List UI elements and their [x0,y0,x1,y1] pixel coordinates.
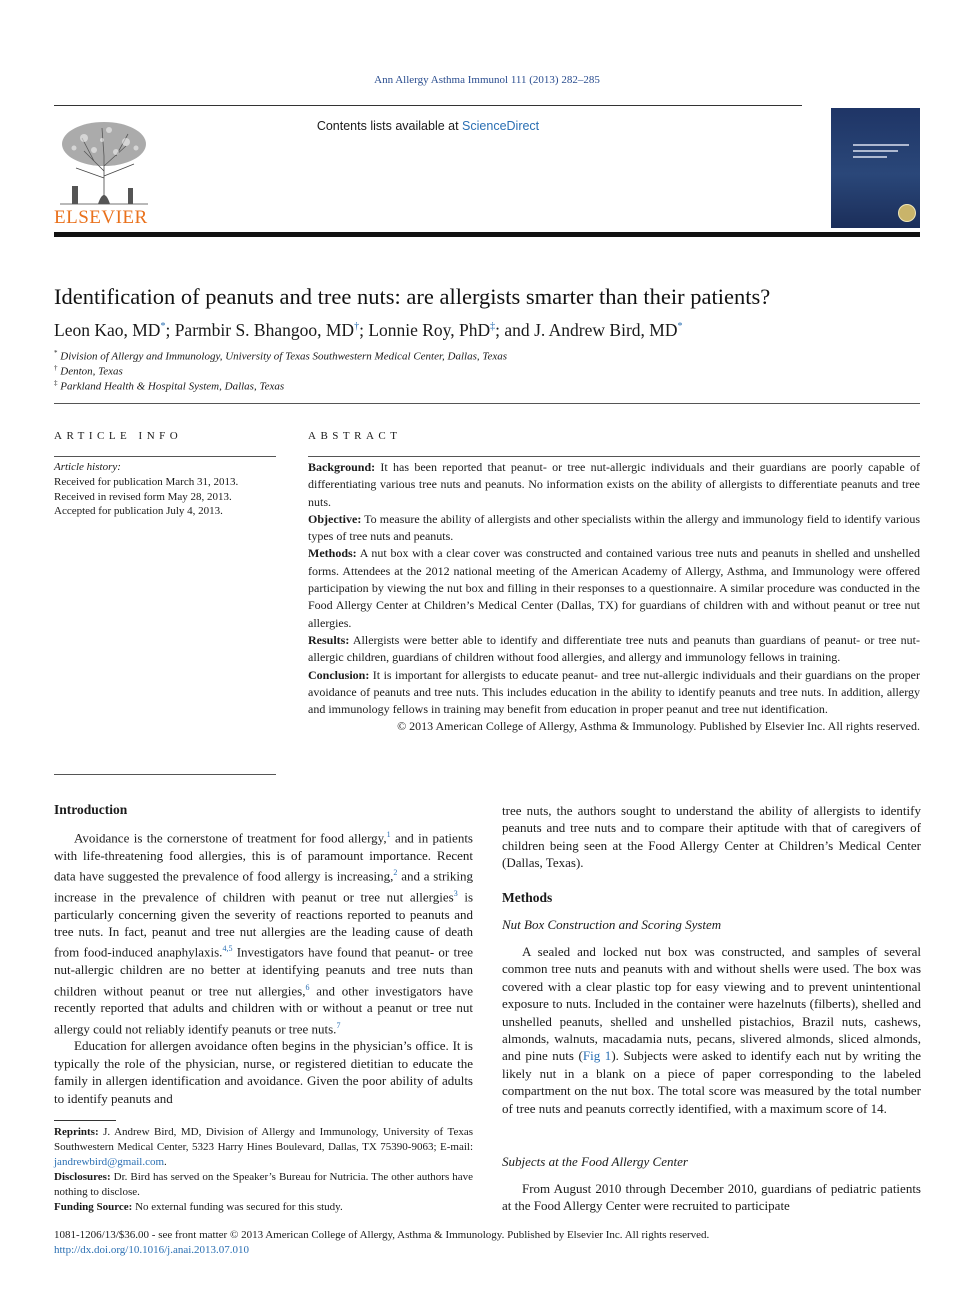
abstract-section [308,667,920,719]
intro-text: and other investigators have recently reported that adults and children with or without a peanut or tree nut allergy could not reliably identify peanuts or tree nuts. [54,982,473,1037]
intro-paragraph-1 [54,826,473,1037]
author-mark[interactable]: † [354,321,360,333]
affiliation-text: Division of Allergy and Immunology, University of Texas Southwestern Medical Center, Dallas, Texas [60,350,508,363]
article-info-rule-top [54,456,276,457]
nut-box-subheading: Nut Box Construction and Scoring System [502,917,722,932]
methods-heading: Methods [502,890,553,905]
author-separator: ; [359,320,369,340]
abstract-rule-top [308,456,920,457]
abstract-section [308,459,920,511]
abstract-heading: ABSTRACT [308,430,402,442]
intro-continuation [502,802,921,872]
methods-paragraph-1 [502,943,921,1117]
abstract-label: Conclusion: [308,667,370,682]
author-name: Parmbir S. Bhangoo, MD [174,320,355,340]
contents-prefix: Contents lists available at [316,119,463,133]
reprints-label: Reprints: [54,1126,99,1138]
abstract-section [308,632,920,667]
email-link[interactable]: jandrewbird@gmail.com [54,1156,165,1169]
author-name: Leon Kao, MD [54,320,161,340]
header-rule [54,105,802,106]
abstract-section [308,511,920,546]
footnote-rule [54,1120,116,1121]
intro-paragraph-2: Education for allergen avoidance often begins in the physician’s office. It is typically the role of the physician, nurse, or registered dietitian to educate the family in allergen identification and avoidance. Given the poor ability of adults to identify peanuts and [54,1038,473,1106]
reprints-end: . [164,1156,167,1169]
elsevier-wordmark: ELSEVIER [54,207,148,228]
author-mark[interactable]: * [160,321,166,333]
history-label: Article history: [54,461,121,473]
article-info-heading: ARTICLE INFO [54,430,183,442]
intro-text: is particularly concerning given the severity of reactions reported to peanuts and tree nuts. In fact, peanut and tree nut allergies are the leading cause of death from food-induced anaphylaxis. [54,889,474,960]
intro-text: Investigators have found that peanut- or tree nut-allergic children are no better at identifying peanuts and tree nuts than children without peanut or tree nut allergies, [54,944,473,998]
author-list [54,320,682,341]
methods-body-2 [502,1180,921,1215]
journal-reference[interactable]: Ann Allergy Asthma Immunol 111 (2013) 282–285 [374,74,600,86]
author-name: J. Andrew Bird, MD [534,320,678,340]
citation-link[interactable]: 3 [453,888,458,898]
affiliation-text: Denton, Texas [60,365,123,378]
funding-label: Funding Source: [54,1201,133,1214]
article-history [54,460,276,519]
affiliation-mark: * [54,349,58,357]
citation-link[interactable]: 6 [305,982,310,992]
sciencedirect-link[interactable]: ScienceDirect [462,119,540,133]
methods-body [502,943,921,1117]
masthead-rule [54,232,920,237]
funding-text: No external funding was secured for this study. [132,1201,343,1214]
abstract-text: It has been reported that peanut- or tree nut-allergic individuals and their guardians are poorly capable of differentiating various tree nuts and peanuts. No information exists on the ability of allergists to differentiate peanuts and tree nuts. [308,460,920,509]
abstract-label: Results: [308,632,350,647]
author-mark[interactable]: * [677,321,683,333]
affiliation-mark: ‡ [54,379,58,387]
abstract-text: Allergists were better able to identify and differentiate tree nuts and peanuts than guardians of peanut- or tree nut-allergic children, guardians of children without food allergies, and allergy and immunology fellows in training. [308,632,920,665]
citation-link[interactable]: 4,5 [222,944,233,954]
affiliation [54,379,284,393]
citation-link[interactable]: 2 [393,868,398,878]
doi-link[interactable]: http://dx.doi.org/10.1016/j.anai.2013.07.010 [54,1244,250,1256]
methods-text: ). Subjects were asked to identify each nut by writing the likely nut in a blank on a piece of paper corresponding to the labeled compartment on the nut box. The total score was measured by the total number of tree nuts and peanuts correctly identified, with a maximum score of 14. [502,1048,921,1116]
figure-link[interactable]: Fig 1 [582,1048,612,1064]
introduction-heading: Introduction [54,802,128,817]
disclosures-label: Disclosures: [54,1171,111,1184]
author-mark[interactable]: ‡ [490,321,496,333]
abstract-label: Objective: [308,511,362,526]
affiliation-mark: † [54,364,58,372]
reprints-note [54,1125,473,1170]
disclosures-note [54,1170,473,1200]
abstract-label: Methods: [308,546,357,561]
abstract-text: To measure the ability of allergists and other specialists within the allergy and immunology field to identify various types of tree nuts and peanuts. [308,511,920,544]
affiliation-text: Parkland Health & Hospital System, Dallas, Texas [60,380,285,393]
author-separator: ; and [495,320,535,340]
journal-cover-thumbnail[interactable] [831,108,920,228]
affiliation [54,364,123,378]
cover-title-lines [853,144,909,162]
citation-link[interactable]: 7 [336,1020,341,1030]
intro-text: Avoidance is the cornerstone of treatment for food allergy, [74,830,387,846]
article-info-rule-bottom [54,774,276,775]
methods-text: A sealed and locked nut box was constructed, and samples of several common tree nuts and peanuts with and without shells were used. The box was covered with a clear plastic top for easy viewing and to prevent unintentional exposure to nuts. Included in the container were hazelnuts (filberts), shelled and unshelled peanuts, shelled and unshelled pistachios, Brazil nuts, cashews, almonds, walnuts, macadamia nuts, pecans, slivered almonds, sliced almonds, and pine nuts ( [502,944,921,1064]
abstract-text: A nut box with a clear cover was constructed and contained various tree nuts and peanuts in shelled and unshelled forms. Attendees at the 2012 national meeting of the American Academy of Allergy, Asthma, and Immunology were offered participation by viewing the nut box and filling in their responses to a questionnaire. A similar procedure was conducted in the Food Allergy Center at Children’s Medical Center (Dallas, TX) for guardians of children with and without peanut or tree nut allergies. [308,546,920,630]
history-entry: Accepted for publication July 4, 2013. [54,505,223,518]
history-entry: Received for publication March 31, 2013. [54,475,239,488]
issn-line: 1081-1206/13/$36.00 - see front matter © 2013 American College of Allergy, Asthma & Immunology. Published by Elsevier Inc. All rights reserved. [54,1229,710,1241]
abstract-label: Background: [308,460,376,474]
author-name: Lonnie Roy, PhD [368,320,491,340]
footnotes [54,1125,473,1216]
contents-line [54,119,802,133]
intro-text: and in patients with life-threatening food allergies, this is of paramount importance. Recent data have suggested the prevalence of food allergy is increasing, [54,830,473,884]
abstract-body [308,459,920,736]
citation-link[interactable]: 1 [386,830,391,839]
cover-seal-icon [898,204,916,222]
food-allergy-center-subheading: Subjects at the Food Allergy Center [502,1154,688,1169]
affiliation [54,349,507,363]
abstract-section [308,545,920,631]
article-title: Identification of peanuts and tree nuts: are allergists smarter than their patients? [54,284,771,309]
abstract-copyright: © 2013 American College of Allergy, Asthma & Immunology. Published by Elsevier Inc. All rights reserved. [397,719,920,734]
section-rule [54,403,920,404]
publication-footer [54,1228,709,1258]
reprints-text: J. Andrew Bird, MD, Division of Allergy and Immunology, University of Texas Southwestern Medical Center, 5323 Harry Hines Boulevard, Dallas, TX 75390-9063; E-mail: [54,1126,473,1154]
funding-note [54,1200,473,1215]
intro-paragraph-2-cont: tree nuts, the authors sought to understand the ability of allergists to identify peanuts and tree nuts and to compare their aptitude with that of caregivers of children being seen at the Food Allergy Center at Children’s Medical Center (Dallas, Texas). [502,803,921,871]
intro-text: and a striking increase in the prevalence of children with peanut or tree nut allergies [54,868,473,905]
author-separator: ; [165,320,175,340]
history-entry: Received in revised form May 28, 2013. [54,490,232,503]
introduction-body [54,826,473,1107]
disclosures-text: Dr. Bird has served on the Speaker’s Bureau for Nutricia. The other authors have nothing to disclose. [54,1171,473,1199]
abstract-text: It is important for allergists to educate peanut- and tree nut-allergic individuals and their guardians on the proper avoidance of peanuts and tree nuts. This includes education in the ability to identify peanuts and tree nuts. In addition, allergy and immunology fellows in training may benefit from education in proper peanut and tree nut identification. [308,667,920,717]
methods-paragraph-2: From August 2010 through December 2010, guardians of pediatric patients at the Food Allergy Center were recruited to participate [502,1181,921,1214]
